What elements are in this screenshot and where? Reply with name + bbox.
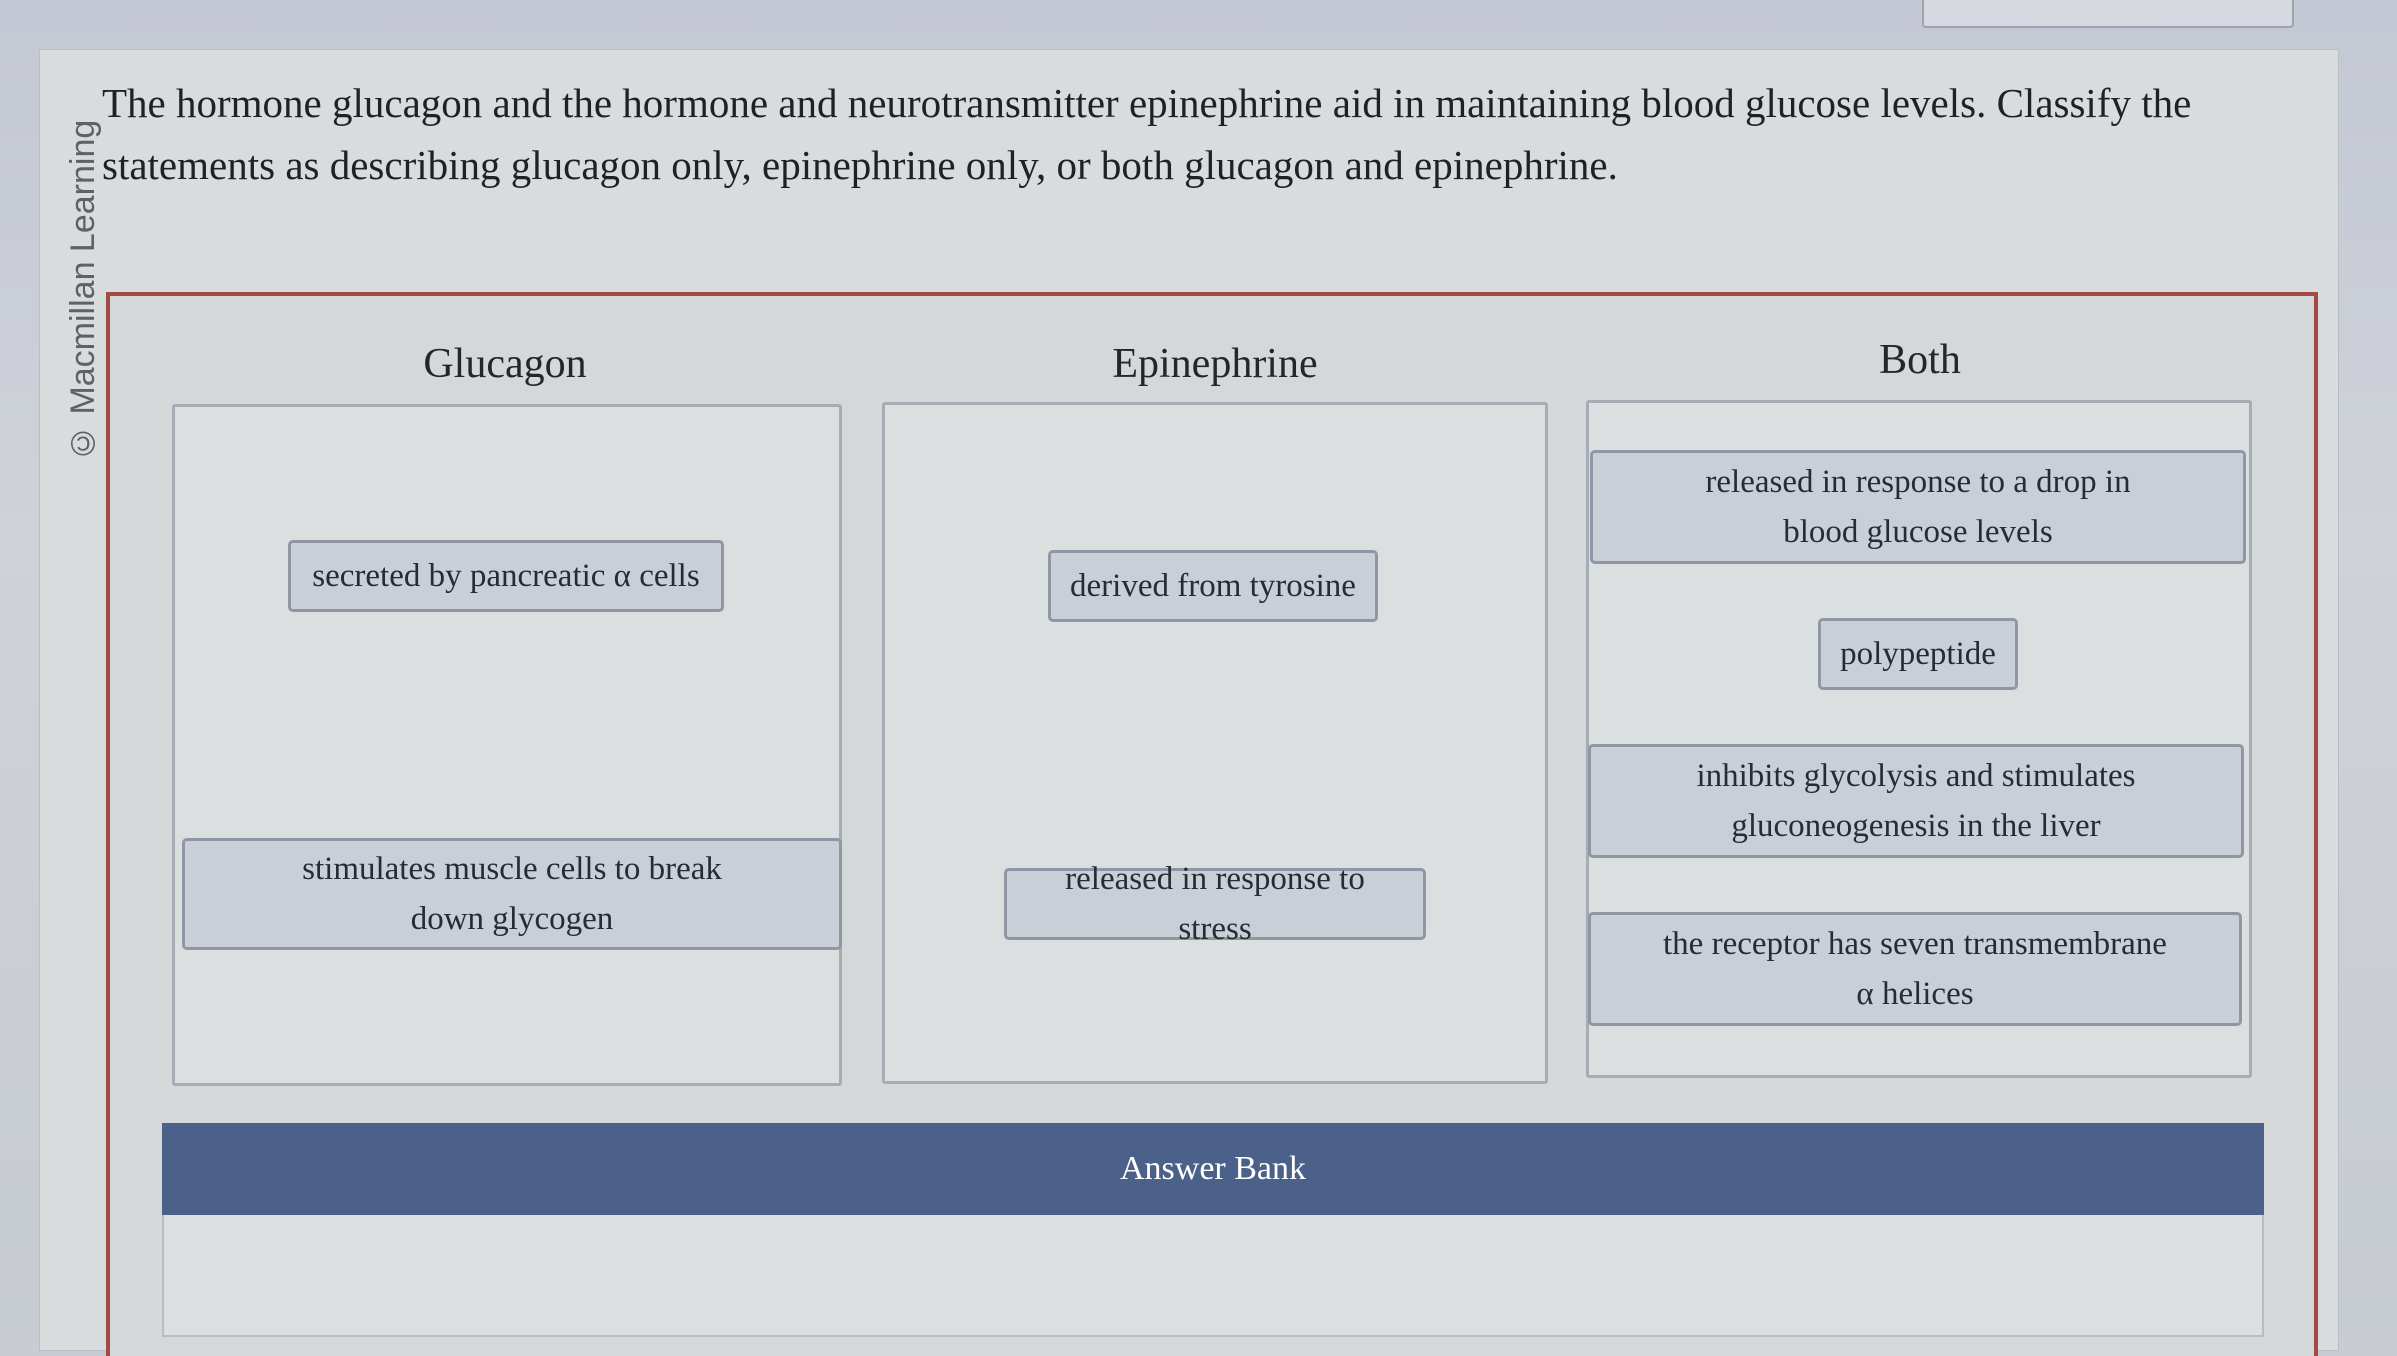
card-receptor-seven-transmembrane-helices[interactable]: the receptor has seven transmembrane α helices: [1588, 912, 2242, 1026]
card-released-in-response-to-stress[interactable]: released in response to stress: [1004, 868, 1426, 940]
card-derived-from-tyrosine[interactable]: derived from tyrosine: [1048, 550, 1378, 622]
answer-bank-header: [162, 1123, 2264, 1215]
question-text: The hormone glucagon and the hormone and neurotransmitter epinephrine aid in maintaining blood glucose levels. Classify the statements as describing glucagon only, epinephrine only, or both glucagon and epinephrine.: [102, 80, 2192, 188]
card-polypeptide[interactable]: polypeptide: [1818, 618, 2018, 690]
answer-bank-area[interactable]: [162, 1215, 2264, 1337]
card-secreted-by-pancreatic-alpha-cells[interactable]: secreted by pancreatic α cells: [288, 540, 724, 612]
card-inhibits-glycolysis-gluconeogenesis[interactable]: inhibits glycolysis and stimulates gluconeogenesis in the liver: [1588, 744, 2244, 858]
answer-bank-title: Answer Bank: [1119, 1150, 1307, 1187]
column-title-epinephrine: Epinephrine: [1112, 341, 1318, 387]
copyright-watermark: © Macmillan Learning: [64, 119, 102, 462]
drop-zone-glucagon[interactable]: [172, 404, 842, 1086]
column-title-glucagon: Glucagon: [423, 341, 587, 387]
column-title-both: Both: [1879, 337, 1961, 383]
drop-zone-epinephrine[interactable]: [882, 402, 1548, 1084]
card-stimulates-muscle-glycogen[interactable]: stimulates muscle cells to break down glycogen: [182, 838, 842, 950]
top-tab[interactable]: [1922, 0, 2294, 28]
card-released-drop-blood-glucose[interactable]: released in response to a drop in blood glucose levels: [1590, 450, 2246, 564]
